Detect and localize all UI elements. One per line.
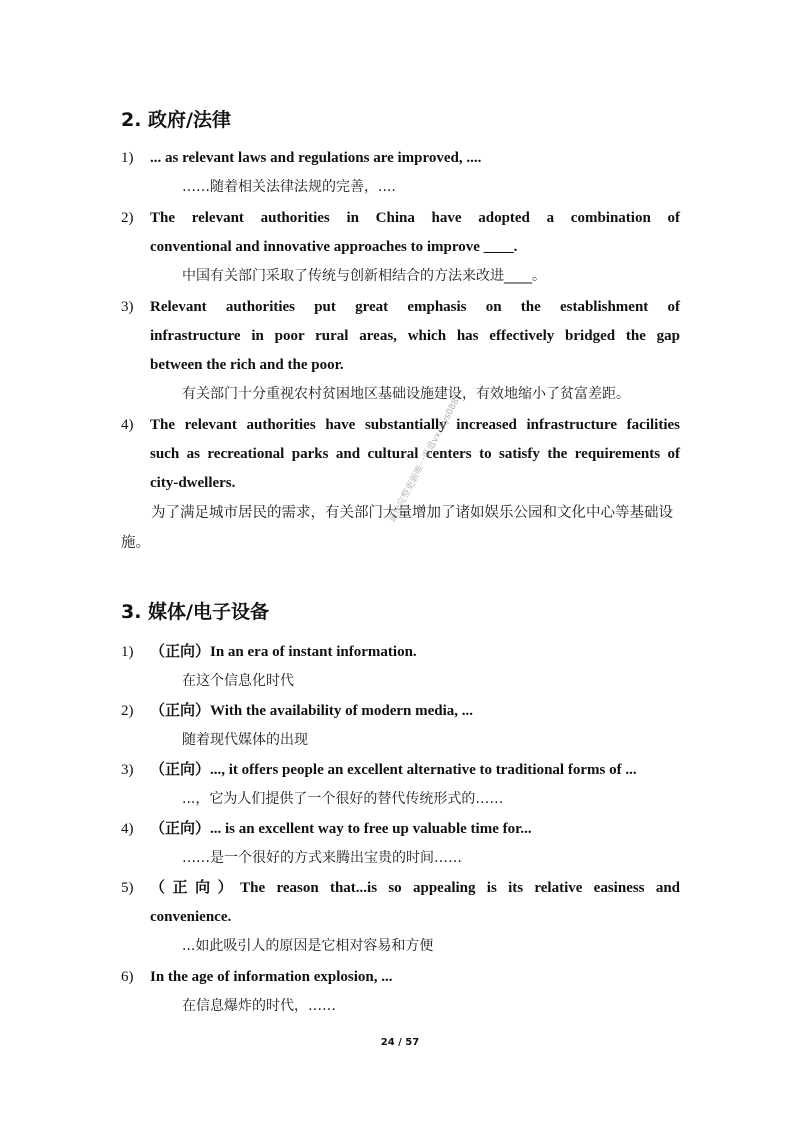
chinese-translation-paragraph: 为了满足城市居民的需求，有关部门大量增加了诸如娱乐公园和文化中心等基础设施。 bbox=[121, 505, 673, 551]
english-phrase: （正向）..., it offers people an excellent alternative to traditional forms of ... bbox=[150, 762, 637, 778]
english-phrase-line: （正向）The reason that...is so appealing is its relative easiness and bbox=[150, 880, 680, 896]
english-phrase-line: conventional and innovative approaches to improve ____. bbox=[150, 239, 518, 255]
item-number: 2) bbox=[121, 210, 134, 226]
english-phrase-line: infrastructure in poor rural areas, which has effectively bridged the gap bbox=[150, 328, 680, 344]
item-number: 4) bbox=[121, 417, 134, 433]
english-phrase: （正向）With the availability of modern media, ... bbox=[150, 703, 474, 719]
english-phrase: ... as relevant laws and regulations are improved, .... bbox=[150, 150, 482, 166]
chinese-translation: 在这个信息化时代 bbox=[182, 673, 294, 689]
chinese-translation: ……随着相关法律法规的完善，.... bbox=[182, 179, 396, 195]
chinese-translation: 中国有关部门采取了传统与创新相结合的方法来改进____。 bbox=[182, 268, 546, 284]
english-phrase: In the age of information explosion, ... bbox=[150, 969, 393, 985]
chinese-translation: ...如此吸引人的原因是它相对容易和方便 bbox=[182, 938, 434, 954]
watermark-text: 最快完整更新唯一渠道vx: kys088 bbox=[387, 396, 462, 525]
item-number: 6) bbox=[121, 969, 134, 985]
item-number: 4) bbox=[121, 821, 134, 837]
english-phrase: （正向）... is an excellent way to free up valuable time for... bbox=[150, 821, 532, 837]
section-title-government-law: 2. 政府/法律 bbox=[121, 109, 231, 131]
english-phrase-line: Relevant authorities put great emphasis on the establishment of bbox=[150, 299, 680, 315]
item-number: 1) bbox=[121, 644, 134, 660]
item-number: 1) bbox=[121, 150, 134, 166]
page-number: 24 / 57 bbox=[380, 1037, 420, 1048]
item-number: 3) bbox=[121, 762, 134, 778]
english-phrase-line: between the rich and the poor. bbox=[150, 357, 344, 373]
english-phrase: （正向）In an era of instant information. bbox=[150, 644, 417, 660]
item-number: 5) bbox=[121, 880, 134, 896]
chinese-translation: 随着现代媒体的出现 bbox=[182, 732, 308, 748]
english-phrase-line: such as recreational parks and cultural centers to satisfy the requirements of bbox=[150, 446, 680, 462]
english-phrase-line: convenience. bbox=[150, 909, 232, 925]
chinese-translation: ……是一个很好的方式来腾出宝贵的时间…… bbox=[182, 850, 462, 866]
english-phrase-line: The relevant authorities in China have adopted a combination of bbox=[150, 210, 680, 226]
english-phrase-line: The relevant authorities have substantially increased infrastructure facilities bbox=[150, 417, 680, 433]
section-title-media-devices: 3. 媒体/电子设备 bbox=[121, 601, 269, 623]
item-number: 3) bbox=[121, 299, 134, 315]
chinese-translation: 在信息爆炸的时代，…… bbox=[182, 998, 336, 1014]
chinese-translation: ...，它为人们提供了一个很好的替代传统形式的…… bbox=[182, 791, 504, 807]
english-phrase-line: city-dwellers. bbox=[150, 475, 236, 491]
chinese-translation: 有关部门十分重视农村贫困地区基础设施建设，有效地缩小了贫富差距。 bbox=[182, 386, 630, 402]
item-number: 2) bbox=[121, 703, 134, 719]
